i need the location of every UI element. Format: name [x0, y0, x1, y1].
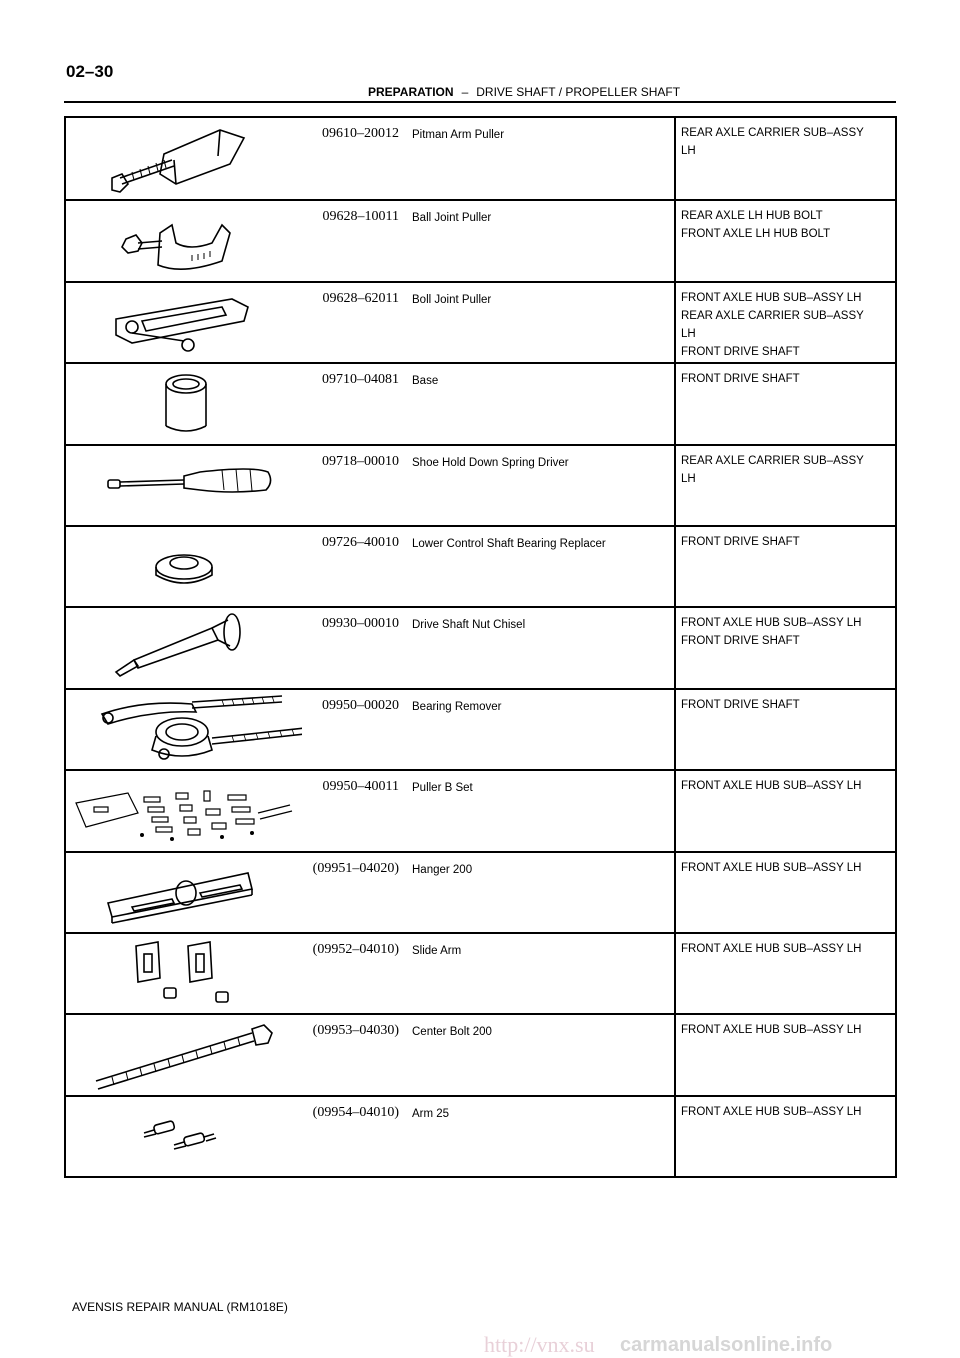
table-row	[66, 199, 895, 280]
table-row	[66, 444, 895, 525]
usage-item: FRONT DRIVE SHAFT	[681, 373, 800, 386]
chisel-icon	[72, 610, 302, 688]
pitman-arm-puller-icon	[72, 120, 302, 198]
usage-list	[681, 533, 891, 551]
usage-item: FRONT AXLE LH HUB BOLT	[681, 228, 831, 241]
header-separator: –	[461, 85, 469, 99]
usage-item: FRONT DRIVE SHAFT	[681, 535, 800, 548]
part-number: (09952–04010)	[312, 941, 399, 957]
usage-item: REAR AXLE CARRIER SUB–ASSY	[681, 309, 864, 322]
table-row	[66, 688, 895, 769]
part-number: (09953–04030)	[312, 1023, 399, 1039]
center-bolt-icon	[72, 1017, 302, 1095]
part-number: 09930–00010	[322, 616, 399, 632]
subsection-title: DRIVE SHAFT / PROPELLER SHAFT	[476, 85, 681, 99]
usage-list	[681, 1103, 891, 1121]
usage-item: LH	[681, 145, 696, 157]
table-row	[66, 1013, 895, 1094]
usage-list	[681, 614, 891, 650]
tool-name: Hanger 200	[412, 863, 473, 876]
usage-list	[681, 370, 891, 388]
tool-name: Slide Arm	[412, 944, 462, 957]
slide-arm-icon	[72, 936, 302, 1014]
usage-item: FRONT AXLE HUB SUB–ASSY LH	[681, 1105, 862, 1118]
puller-set-icon	[72, 773, 302, 851]
part-number: 09726–40010	[322, 534, 399, 550]
part-number: 09950–40011	[322, 779, 399, 795]
part-number: (09951–04020)	[312, 860, 399, 876]
arm-icon	[72, 1099, 302, 1177]
usage-item: REAR AXLE CARRIER SUB–ASSY	[681, 454, 864, 467]
base-cylinder-icon	[72, 366, 302, 444]
tool-name: Lower Control Shaft Bearing Replacer	[412, 537, 606, 550]
table-row	[66, 281, 895, 362]
bearing-replacer-icon	[72, 529, 302, 607]
part-number: 09950–00020	[322, 697, 399, 713]
part-number: 09628–62011	[322, 290, 399, 306]
usage-item: FRONT AXLE HUB SUB–ASSY LH	[681, 617, 862, 630]
part-number: 09710–04081	[322, 372, 399, 388]
part-number: 09718–00010	[322, 453, 399, 469]
usage-item: FRONT DRIVE SHAFT	[681, 698, 800, 711]
section-title: PREPARATION	[368, 85, 454, 99]
bearing-remover-icon	[72, 692, 302, 770]
usage-item: REAR AXLE LH HUB BOLT	[681, 210, 823, 223]
usage-item: LH	[681, 327, 696, 340]
usage-list	[681, 859, 891, 877]
usage-item: FRONT DRIVE SHAFT	[681, 345, 800, 358]
usage-item: FRONT AXLE HUB SUB–ASSY LH	[681, 942, 862, 955]
table-row	[66, 851, 895, 932]
usage-list	[681, 1021, 891, 1039]
manual-footer: AVENSIS REPAIR MANUAL (RM1018E)	[72, 1300, 288, 1314]
page-header	[64, 84, 896, 103]
usage-item: FRONT DRIVE SHAFT	[681, 635, 800, 648]
tool-name: Base	[412, 375, 439, 388]
table-row	[66, 769, 895, 850]
table-row	[66, 525, 895, 606]
part-number: 09628–10011	[322, 209, 399, 225]
part-number: 09610–20012	[322, 126, 399, 141]
tool-name: Pitman Arm Puller	[412, 129, 505, 141]
usage-list	[681, 124, 891, 160]
tool-name: Ball Joint Puller	[412, 212, 492, 225]
boll-joint-puller-icon	[72, 285, 302, 363]
page-number: 02–30	[66, 62, 114, 81]
tool-name: Drive Shaft Nut Chisel	[412, 619, 526, 632]
spring-driver-icon	[72, 448, 302, 526]
usage-list	[681, 940, 891, 958]
usage-list	[681, 207, 891, 243]
table-row	[66, 362, 895, 443]
watermark-link[interactable]: http://vnx.su	[484, 1332, 595, 1357]
tool-name: Bearing Remover	[412, 700, 502, 713]
table-row	[66, 606, 895, 687]
usage-item: FRONT AXLE HUB SUB–ASSY LH	[681, 861, 862, 874]
tool-name: Arm 25	[412, 1107, 450, 1120]
tool-name: Shoe Hold Down Spring Driver	[412, 456, 569, 469]
usage-list	[681, 777, 891, 795]
usage-item: FRONT AXLE HUB SUB–ASSY LH	[681, 1024, 862, 1037]
usage-item: REAR AXLE CARRIER SUB–ASSY	[681, 127, 864, 139]
usage-item: LH	[681, 472, 696, 485]
sst-table	[64, 116, 897, 1178]
tool-name: Center Bolt 200	[412, 1026, 492, 1039]
tool-name: Boll Joint Puller	[412, 293, 492, 306]
watermark-site: carmanualsonline.info	[620, 1334, 833, 1356]
table-row	[66, 1095, 895, 1176]
ball-joint-puller-icon	[72, 203, 302, 281]
usage-item: FRONT AXLE HUB SUB–ASSY LH	[681, 291, 862, 304]
usage-list	[681, 452, 891, 488]
part-number: (09954–04010)	[312, 1104, 399, 1120]
table-row	[66, 118, 895, 199]
usage-list	[681, 696, 891, 714]
table-row	[66, 932, 895, 1013]
tool-name: Puller B Set	[412, 782, 473, 795]
hanger-icon	[72, 855, 302, 933]
usage-list	[681, 289, 891, 361]
usage-item: FRONT AXLE HUB SUB–ASSY LH	[681, 780, 862, 793]
